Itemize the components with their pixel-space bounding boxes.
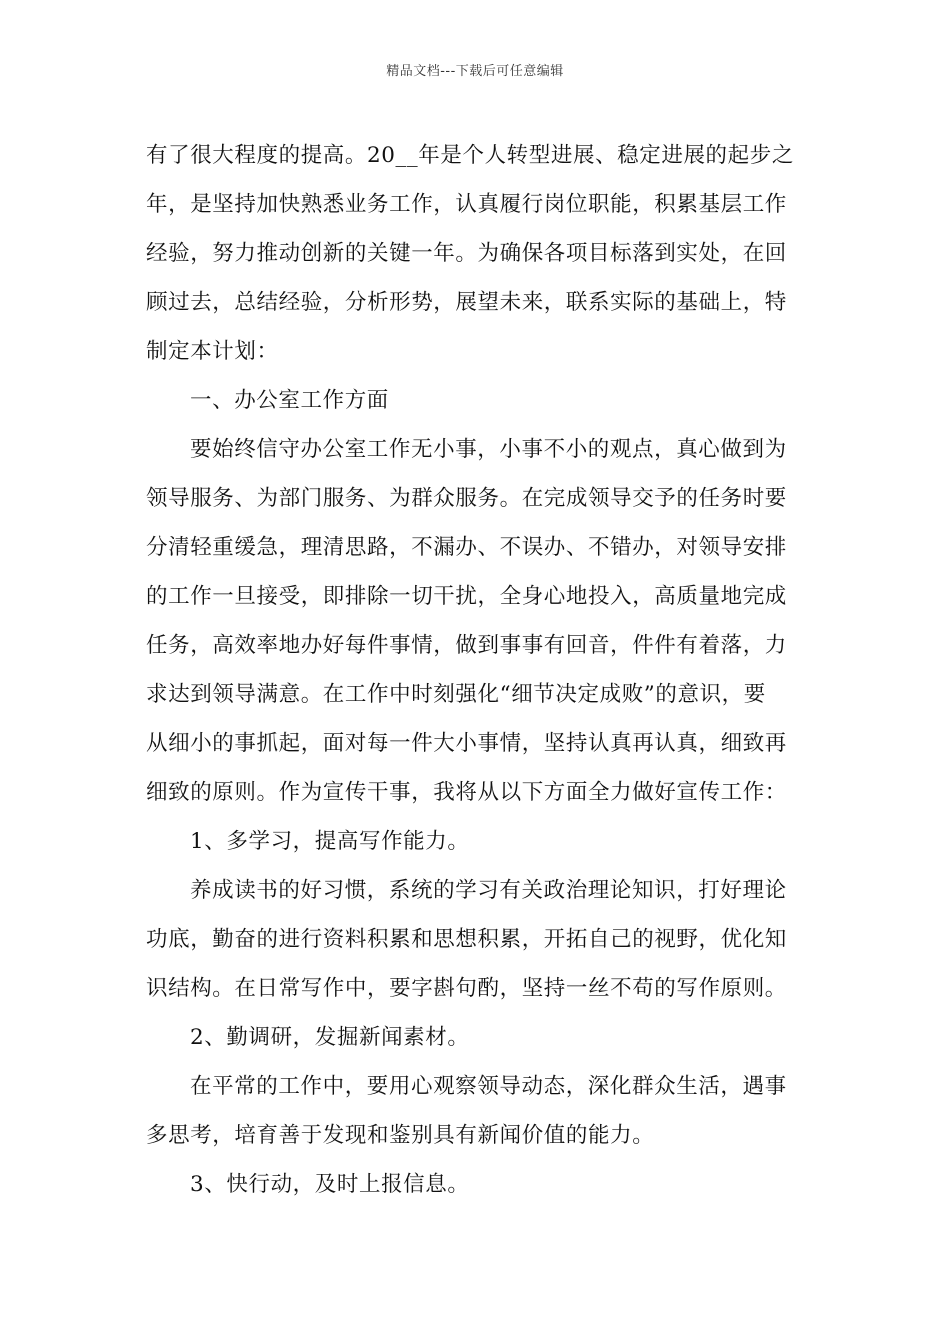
paragraph-line: 任务，高效率地办好每件事情，做到事事有回音，件件有着落，力 <box>146 633 787 658</box>
subsection-heading: 1、多学习，提高写作能力。 <box>190 829 470 854</box>
paragraph-line: 功底，勤奋的进行资料积累和思想积累，开拓自己的视野，优化知 <box>146 927 787 952</box>
subsection-heading: 3、快行动，及时上报信息。 <box>190 1172 470 1197</box>
paragraph-line: 多思考，培育善于发现和鉴别具有新闻价值的能力。 <box>146 1123 655 1148</box>
paragraph-line: 制定本计划： <box>146 339 279 364</box>
paragraph-line: 领导服务、为部门服务、为群众服务。在完成领导交予的任务时要 <box>146 486 787 511</box>
paragraph-line: 求达到领导满意。在工作中时刻强化“细节决定成败”的意识，要 <box>146 682 766 707</box>
paragraph-line: 从细小的事抓起，面对每一件大小事情，坚持认真再认真，细致再 <box>146 731 787 756</box>
paragraph-line: 有了很大程度的提高。20__年是个人转型进展、稳定进展的起步之 <box>146 143 794 168</box>
paragraph-line: 识结构。在日常写作中，要字斟句酌，坚持一丝不苟的写作原则。 <box>146 976 787 1001</box>
paragraph-line: 在平常的工作中，要用心观察领导动态，深化群众生活，遇事 <box>190 1074 787 1099</box>
paragraph-line: 年，是坚持加快熟悉业务工作，认真履行岗位职能，积累基层工作 <box>146 192 787 217</box>
paragraph-line: 的工作一旦接受，即排除一切干扰，全身心地投入，高质量地完成 <box>146 584 787 609</box>
paragraph-line: 经验，努力推动创新的关键一年。为确保各项目标落到实处，在回 <box>146 241 787 266</box>
section-heading: 一、办公室工作方面 <box>190 388 389 413</box>
paragraph-line: 细致的原则。作为宣传干事，我将从以下方面全力做好宣传工作： <box>146 780 787 805</box>
paragraph-line: 养成读书的好习惯，系统的学习有关政治理论知识，打好理论 <box>190 878 787 903</box>
subsection-heading: 2、勤调研，发掘新闻素材。 <box>190 1025 470 1050</box>
paragraph-line: 顾过去，总结经验，分析形势，展望未来，联系实际的基础上，特 <box>146 290 787 315</box>
paragraph-line: 要始终信守办公室工作无小事，小事不小的观点，真心做到为 <box>190 437 787 462</box>
page-header: 精品文档---下载后可任意编辑 <box>386 64 564 79</box>
document-body <box>146 131 808 1209</box>
paragraph-line: 分清轻重缓急，理清思路，不漏办、不误办、不错办，对领导安排 <box>146 535 787 560</box>
